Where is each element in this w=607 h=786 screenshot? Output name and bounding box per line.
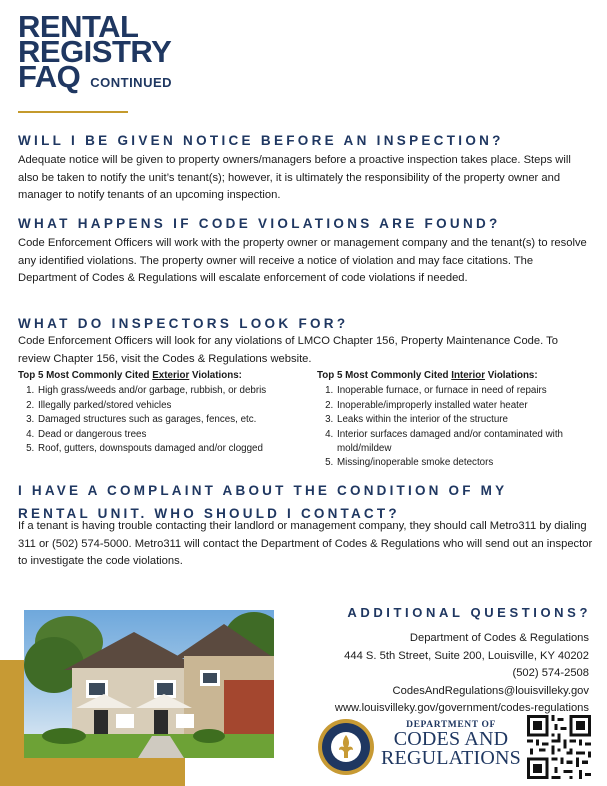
title-line-3: FAQ xyxy=(18,59,81,94)
townhouse-photo xyxy=(24,610,274,758)
list-item: 5. Missing/inoperable smoke detectors xyxy=(336,456,592,470)
list-item: 1. Inoperable furnace, or furnace in need of repairs xyxy=(336,384,592,398)
exterior-list-title: Top 5 Most Commonly Cited Exterior Violations: xyxy=(18,370,242,381)
inspectors-body: Code Enforcement Officers will look for any violations of LMCO Chapter 156, Property Maintenance Code. To review Chapter 156, visit the Codes & Regulations website. xyxy=(18,335,558,365)
codes-regulations-logo xyxy=(380,720,522,768)
address: 444 S. 5th Street, Suite 200, Louisville, KY 40202 xyxy=(344,649,589,662)
complaint-heading: I HAVE A COMPLAINT ABOUT THE CONDITION OF MY RENTAL UNIT. WHO SHOULD I CONTACT? xyxy=(18,483,508,521)
notice-body: Adequate notice will be given to property owners/managers before a proactive inspection takes place. Steps will also be taken to notify the unit’s tenant(s); however, it is ultimately the responsibility of the property owner and manager to notify tenants of an upcoming inspection. xyxy=(18,154,571,201)
title-line-2: REGISTRY xyxy=(18,34,172,69)
townhouse-illustration xyxy=(24,610,274,758)
louisville-seal-icon xyxy=(317,718,375,776)
exterior-violations-list xyxy=(18,369,308,456)
additional-questions-heading: ADDITIONAL QUESTIONS? xyxy=(347,605,591,620)
logo-name-line2: REGULATIONS xyxy=(381,747,521,769)
list-item: 3. Leaks within the interior of the structure xyxy=(336,413,592,427)
inspectors-heading: WHAT DO INSPECTORS LOOK FOR? xyxy=(18,316,349,331)
title-divider xyxy=(18,111,128,113)
page-title xyxy=(18,9,173,95)
list-item: 1. High grass/weeds and/or garbage, rubbish, or debris xyxy=(37,384,308,398)
complaint-body: If a tenant is having trouble contacting their landlord or management company, they should call Metro311 by dialing 311 or (502) 574-5000. Metro311 will contact the Department of Codes & Regulations who will send out an inspector to investigate the code violations. xyxy=(18,520,593,567)
list-item: 4. Dead or dangerous trees xyxy=(37,428,308,442)
title-line-1: RENTAL xyxy=(18,9,139,44)
contact-info xyxy=(335,630,589,718)
qr-code-icon[interactable] xyxy=(527,715,591,779)
interior-violations-list xyxy=(317,369,592,471)
list-item: 5. Roof, gutters, downspouts damaged and/or clogged xyxy=(37,442,308,456)
logo-dept-of: DEPARTMENT OF xyxy=(406,720,496,730)
list-item: 4. Interior surfaces damaged and/or contaminated with mold/mildew xyxy=(336,428,592,457)
violations-body: Code Enforcement Officers will work with the property owner or management company and the tenant(s) to resolve any identified violations. The property owner will receive a notice of violation and may face citations. The Department of Codes & Regulations will escalate enforcement of code violations if needed. xyxy=(18,237,587,284)
phone-number[interactable]: (502) 574-2508 xyxy=(512,667,589,679)
logo-name-line1: CODES AND xyxy=(393,728,509,750)
notice-heading: WILL I BE GIVEN NOTICE BEFORE AN INSPECTION? xyxy=(18,133,504,148)
title-subtitle: CONTINUED xyxy=(90,75,173,90)
list-item: 3. Damaged structures such as garages, fences, etc. xyxy=(37,413,308,427)
website-link[interactable]: www.louisvilleky.gov/government/codes-regulations xyxy=(334,702,589,714)
email-link[interactable]: CodesAndRegulations@louisvilleky.gov xyxy=(392,684,589,697)
list-item: 2. Illegally parked/stored vehicles xyxy=(37,399,308,413)
department-name: Department of Codes & Regulations xyxy=(409,632,589,644)
violations-heading: WHAT HAPPENS IF CODE VIOLATIONS ARE FOUND? xyxy=(18,216,501,231)
interior-list-title: Top 5 Most Commonly Cited Interior Violations: xyxy=(317,370,538,381)
list-item: 2. Inoperable/improperly installed water heater xyxy=(336,399,592,413)
